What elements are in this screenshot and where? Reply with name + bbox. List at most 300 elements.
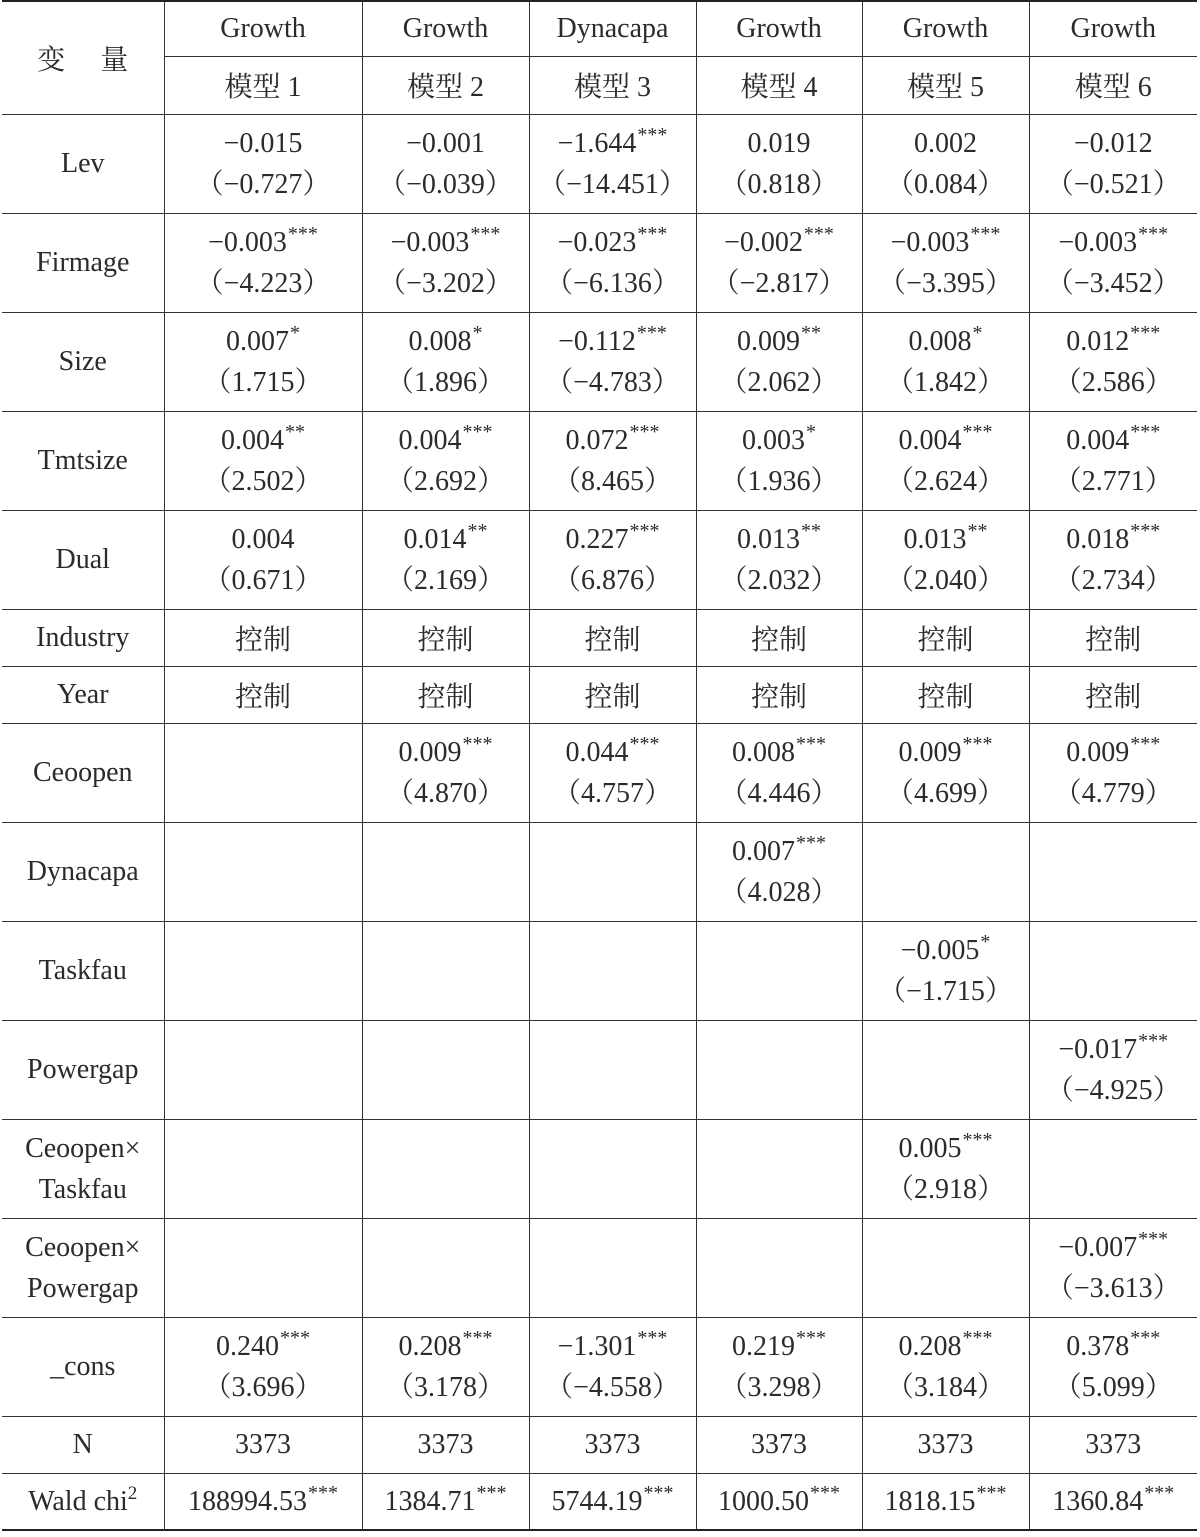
coefficient-line <box>697 519 862 560</box>
row-label: Year <box>56 679 109 710</box>
significance-stars: *** <box>287 222 318 245</box>
table-row <box>2 1473 1197 1530</box>
table-cell <box>529 1317 696 1416</box>
table-cell <box>862 312 1029 411</box>
t-statistic-line <box>1030 164 1198 205</box>
t-statistic: （4.870） <box>385 777 505 809</box>
row-label-cell <box>2 213 164 312</box>
coefficient: 0.009 <box>398 736 462 768</box>
table-cell <box>164 114 362 213</box>
coefficient-line <box>165 123 362 164</box>
t-statistic-line <box>697 872 862 913</box>
table-cell <box>529 1416 696 1473</box>
coefficient-line <box>363 222 529 263</box>
t-statistic-line <box>530 362 696 403</box>
coefficient-line <box>863 1128 1029 1169</box>
t-statistic: （0.818） <box>719 168 839 200</box>
row-label-superscript: 2 <box>127 1482 138 1504</box>
t-statistic: （4.446） <box>719 777 839 809</box>
coefficient: 0.004 <box>898 424 962 456</box>
coefficient-line <box>697 321 862 362</box>
coefficient-line <box>1030 1029 1198 1070</box>
significance-stars: *** <box>637 123 668 146</box>
table-cell <box>362 723 529 822</box>
coefficient-line <box>1030 321 1198 362</box>
table-cell <box>164 921 362 1020</box>
significance-stars: *** <box>810 1481 840 1504</box>
table-cell <box>164 213 362 312</box>
t-statistic-line <box>530 461 696 502</box>
t-statistic-line <box>697 263 862 304</box>
dependent-variable-header: Dynacapa <box>529 1 696 56</box>
table-cell <box>362 411 529 510</box>
coefficient: 0.013 <box>737 523 800 555</box>
coefficient: −0.017 <box>1058 1033 1138 1065</box>
table-cell <box>862 1473 1029 1530</box>
significance-stars: *** <box>308 1481 338 1504</box>
t-statistic: （2.586） <box>1053 366 1173 398</box>
regression-table <box>2 0 1197 1531</box>
table-cell <box>862 666 1029 723</box>
table-cell <box>164 822 362 921</box>
t-statistic: （−14.451） <box>538 168 687 200</box>
table-row <box>2 723 1197 822</box>
significance-stars: *** <box>1138 222 1169 245</box>
significance-stars: *** <box>1144 1481 1175 1504</box>
coefficient: −1.301 <box>557 1330 637 1362</box>
t-statistic: （1.896） <box>385 366 505 398</box>
t-statistic-line <box>363 773 529 814</box>
t-statistic-line <box>1030 560 1198 601</box>
table-cell <box>164 1473 362 1530</box>
table-cell <box>1029 1416 1197 1473</box>
t-statistic-line <box>697 773 862 814</box>
table-cell <box>529 1473 696 1530</box>
row-label: _cons <box>50 1351 116 1382</box>
table-cell <box>696 1218 862 1317</box>
table-cell <box>1029 921 1197 1020</box>
row-label: Powergap <box>27 1272 139 1304</box>
coefficient-line <box>863 1481 1029 1522</box>
significance-stars: *** <box>970 222 1001 245</box>
cell-value: 3373 <box>584 1428 641 1460</box>
table-cell <box>164 411 362 510</box>
coefficient: 1818.15 <box>884 1485 976 1517</box>
row-label: N <box>72 1429 93 1460</box>
model-header: 模型 3 <box>529 56 696 114</box>
t-statistic: （−3.202） <box>378 267 513 299</box>
table-cell <box>362 1119 529 1218</box>
significance-stars: ** <box>801 321 821 344</box>
t-statistic-line <box>363 263 529 304</box>
coefficient-line <box>863 930 1029 971</box>
table-row <box>2 510 1197 609</box>
t-statistic-line <box>165 1367 362 1408</box>
table-cell <box>1029 312 1197 411</box>
t-statistic: （1.715） <box>203 366 323 398</box>
t-statistic-line <box>530 164 696 205</box>
dependent-variable-header: Growth <box>862 1 1029 56</box>
table-cell <box>529 1218 696 1317</box>
coefficient-line <box>165 1326 362 1367</box>
coefficient: 0.009 <box>898 736 962 768</box>
t-statistic-line <box>530 263 696 304</box>
coefficient: 0.004 <box>221 424 284 456</box>
table-row <box>2 822 1197 921</box>
t-statistic-line <box>863 164 1029 205</box>
coefficient-line <box>363 123 529 164</box>
coefficient-line <box>165 420 362 461</box>
coefficient-line <box>1030 1227 1198 1268</box>
cell-value: 控制 <box>234 681 291 713</box>
row-label-cell <box>2 1473 164 1530</box>
table-row <box>2 1119 1197 1218</box>
table-cell <box>696 510 862 609</box>
t-statistic-line <box>697 461 862 502</box>
table-cell <box>696 411 862 510</box>
table-cell <box>1029 114 1197 213</box>
table-row <box>2 1020 1197 1119</box>
coefficient: 0.208 <box>398 1330 462 1362</box>
table-cell <box>164 609 362 666</box>
t-statistic: （−3.395） <box>878 267 1013 299</box>
table-cell <box>362 510 529 609</box>
coefficient: 1000.50 <box>718 1485 809 1517</box>
row-label-cell <box>2 822 164 921</box>
row-label: Size <box>58 346 107 377</box>
coefficient-line <box>1030 222 1198 263</box>
coefficient: 0.007 <box>732 835 795 867</box>
table-cell <box>1029 1473 1197 1530</box>
row-label: Ceoopen× <box>25 1231 141 1263</box>
table-cell <box>529 1020 696 1119</box>
coefficient-line <box>863 123 1029 164</box>
table-cell <box>362 921 529 1020</box>
dependent-variable-header: Growth <box>1029 1 1197 56</box>
table-row <box>2 1416 1197 1473</box>
cell-value: 3373 <box>751 1428 807 1460</box>
coefficient: 0.007 <box>226 325 289 357</box>
t-statistic-line <box>363 461 529 502</box>
table-cell <box>696 312 862 411</box>
t-statistic-line <box>863 263 1029 304</box>
cell-value: 控制 <box>234 624 291 656</box>
table-cell <box>164 1317 362 1416</box>
row-label-line <box>2 1481 164 1522</box>
dependent-variable-header: Growth <box>164 1 362 56</box>
coefficient-line <box>165 321 362 362</box>
table-cell <box>862 510 1029 609</box>
coefficient-line <box>863 420 1029 461</box>
coefficient-line <box>1030 420 1198 461</box>
significance-stars: * <box>290 321 300 344</box>
table-cell <box>1029 1119 1197 1218</box>
table-cell <box>1029 411 1197 510</box>
table-cell <box>362 1020 529 1119</box>
table-cell <box>696 822 862 921</box>
t-statistic-line <box>363 362 529 403</box>
t-statistic: （3.696） <box>203 1371 323 1403</box>
coefficient: 0.044 <box>565 736 629 768</box>
coefficient-line <box>863 321 1029 362</box>
table-cell <box>696 213 862 312</box>
row-label-cell <box>2 1317 164 1416</box>
cell-value: 控制 <box>750 624 807 656</box>
coefficient: 1360.84 <box>1052 1485 1144 1517</box>
coefficient-line <box>165 519 362 560</box>
table-cell <box>862 411 1029 510</box>
significance-stars: ** <box>467 519 488 542</box>
significance-stars: *** <box>1138 1029 1169 1052</box>
table-cell <box>862 723 1029 822</box>
table-cell <box>362 1317 529 1416</box>
coefficient-line <box>363 519 529 560</box>
table-cell <box>1029 1218 1197 1317</box>
coefficient-line <box>1030 732 1198 773</box>
table-cell <box>164 723 362 822</box>
table-cell <box>529 114 696 213</box>
significance-stars: *** <box>470 222 501 245</box>
t-statistic-line <box>863 461 1029 502</box>
t-statistic: （−4.925） <box>1045 1074 1181 1106</box>
row-label: Dynacapa <box>26 856 139 887</box>
coefficient-line <box>1030 519 1198 560</box>
table-cell <box>529 921 696 1020</box>
t-statistic: （4.779） <box>1053 777 1173 809</box>
significance-stars: *** <box>962 420 993 443</box>
table-cell <box>529 411 696 510</box>
coefficient-line <box>697 222 862 263</box>
t-statistic: （5.099） <box>1053 1371 1173 1403</box>
significance-stars: *** <box>796 1326 826 1349</box>
t-statistic: （2.771） <box>1053 465 1173 497</box>
coefficient: 0.009 <box>1066 736 1130 768</box>
row-label: Industry <box>36 622 130 653</box>
table-row <box>2 609 1197 666</box>
significance-stars: *** <box>629 420 660 443</box>
table-cell <box>362 822 529 921</box>
coefficient: −0.003 <box>390 226 470 258</box>
coefficient: 0.014 <box>403 523 467 555</box>
table-cell <box>696 1119 862 1218</box>
table-cell <box>164 510 362 609</box>
cell-value: 控制 <box>1085 624 1142 656</box>
significance-stars: *** <box>962 1128 993 1151</box>
t-statistic: （2.502） <box>203 465 323 497</box>
model-header: 模型 4 <box>696 56 862 114</box>
t-statistic-line <box>697 164 862 205</box>
t-statistic-line <box>530 560 696 601</box>
significance-stars: *** <box>803 222 834 245</box>
header-row-model <box>2 56 1197 114</box>
coefficient: 0.009 <box>737 325 800 357</box>
t-statistic-line <box>363 560 529 601</box>
significance-stars: ** <box>967 519 988 542</box>
table-cell <box>1029 510 1197 609</box>
table-cell <box>529 666 696 723</box>
t-statistic: （2.692） <box>385 465 505 497</box>
header-row-dependent <box>2 1 1197 56</box>
table-cell <box>529 723 696 822</box>
row-label: Ceoopen× <box>25 1132 141 1164</box>
row-label-cell <box>2 723 164 822</box>
coefficient-line <box>530 222 696 263</box>
t-statistic: （2.062） <box>719 366 839 398</box>
coefficient-line <box>530 420 696 461</box>
coefficient-line <box>530 732 696 773</box>
table-cell <box>862 213 1029 312</box>
table-cell <box>696 921 862 1020</box>
coefficient: 5744.19 <box>551 1485 643 1517</box>
row-label-cell <box>2 1218 164 1317</box>
cell-value: 控制 <box>584 624 641 656</box>
t-statistic: （4.757） <box>552 777 672 809</box>
coefficient: −0.012 <box>1073 127 1153 159</box>
coefficient-line <box>363 420 529 461</box>
table-cell <box>862 1218 1029 1317</box>
table-cell <box>862 609 1029 666</box>
table-cell <box>362 1473 529 1530</box>
coefficient: 0.004 <box>398 424 462 456</box>
coefficient-line <box>863 519 1029 560</box>
table-cell <box>1029 723 1197 822</box>
table-cell <box>862 1020 1029 1119</box>
cell-value: 控制 <box>917 624 974 656</box>
t-statistic-line <box>1030 461 1198 502</box>
t-statistic: （3.184） <box>885 1371 1005 1403</box>
coefficient: −0.003 <box>208 226 287 258</box>
cell-value: 控制 <box>584 681 641 713</box>
table-cell <box>362 1416 529 1473</box>
t-statistic-line <box>1030 773 1198 814</box>
coefficient-line <box>363 732 529 773</box>
coefficient-line <box>530 123 696 164</box>
table-cell <box>696 666 862 723</box>
row-label: Taskfau <box>38 955 127 986</box>
cell-value: 3373 <box>1085 1428 1142 1460</box>
table-row <box>2 114 1197 213</box>
significance-stars: *** <box>462 420 493 443</box>
t-statistic: （−3.613） <box>1045 1272 1181 1304</box>
table-cell <box>362 114 529 213</box>
table-cell <box>1029 213 1197 312</box>
table-cell <box>164 1119 362 1218</box>
significance-stars: *** <box>1130 1326 1161 1349</box>
t-statistic: （4.699） <box>885 777 1005 809</box>
model-header: 模型 5 <box>862 56 1029 114</box>
coefficient: 0.240 <box>216 1330 279 1362</box>
significance-stars: * <box>806 420 816 443</box>
significance-stars: * <box>980 930 991 953</box>
coefficient: 0.008 <box>908 325 972 357</box>
table-cell <box>529 1119 696 1218</box>
row-label: Taskfau <box>38 1173 127 1205</box>
table-body <box>2 114 1197 1530</box>
t-statistic: （4.028） <box>719 876 839 908</box>
significance-stars: *** <box>637 222 668 245</box>
cell-value: 控制 <box>417 624 474 656</box>
coefficient: −0.023 <box>557 226 637 258</box>
coefficient: 0.002 <box>914 127 977 159</box>
table-row <box>2 312 1197 411</box>
t-statistic: （2.734） <box>1053 564 1173 596</box>
table-cell <box>1029 666 1197 723</box>
variable-header: 变 量 <box>2 1 164 114</box>
coefficient-line <box>165 1481 362 1522</box>
significance-stars: *** <box>1138 1227 1169 1250</box>
table-cell <box>529 213 696 312</box>
table-cell <box>696 114 862 213</box>
coefficient: 0.008 <box>408 325 472 357</box>
row-label: Tmtsize <box>37 445 128 476</box>
row-label-cell <box>2 510 164 609</box>
cell-value: 3373 <box>235 1428 291 1460</box>
cell-value: 控制 <box>1085 681 1142 713</box>
table-cell <box>529 312 696 411</box>
table-cell <box>529 609 696 666</box>
t-statistic-line <box>697 1367 862 1408</box>
row-label: Powergap <box>27 1054 139 1085</box>
coefficient-line <box>363 1481 529 1522</box>
coefficient-line <box>363 321 529 362</box>
coefficient: 0.378 <box>1066 1330 1130 1362</box>
t-statistic-line <box>863 1169 1029 1210</box>
t-statistic: （−4.783） <box>545 366 680 398</box>
table-cell <box>1029 1020 1197 1119</box>
dependent-variable-header: Growth <box>696 1 862 56</box>
model-header: 模型 6 <box>1029 56 1197 114</box>
coefficient: 0.219 <box>732 1330 795 1362</box>
table-cell <box>862 1119 1029 1218</box>
t-statistic: （−1.715） <box>878 975 1013 1007</box>
coefficient: 0.004 <box>1066 424 1130 456</box>
significance-stars: *** <box>1130 519 1161 542</box>
significance-stars: *** <box>1130 420 1161 443</box>
row-label-cell <box>2 312 164 411</box>
significance-stars: *** <box>643 1481 674 1504</box>
table-row <box>2 921 1197 1020</box>
t-statistic-line <box>863 560 1029 601</box>
t-statistic-line <box>1030 362 1198 403</box>
coefficient-line <box>697 1326 862 1367</box>
t-statistic: （−4.223） <box>195 267 331 299</box>
coefficient: 0.008 <box>732 736 795 768</box>
coefficient: 0.004 <box>231 523 295 555</box>
coefficient: −0.007 <box>1058 1231 1138 1263</box>
model-header: 模型 2 <box>362 56 529 114</box>
coefficient: −1.644 <box>557 127 637 159</box>
t-statistic: （3.298） <box>719 1371 839 1403</box>
row-label-cell <box>2 921 164 1020</box>
table-cell <box>862 921 1029 1020</box>
table-cell <box>362 213 529 312</box>
t-statistic-line <box>530 1367 696 1408</box>
significance-stars: *** <box>629 732 660 755</box>
t-statistic-line <box>165 461 362 502</box>
table-cell <box>696 1416 862 1473</box>
significance-stars: * <box>972 321 983 344</box>
significance-stars: * <box>472 321 483 344</box>
table-cell <box>1029 822 1197 921</box>
significance-stars: *** <box>962 1326 993 1349</box>
table-cell <box>362 609 529 666</box>
t-statistic: （−3.452） <box>1045 267 1181 299</box>
coefficient-line <box>363 1326 529 1367</box>
t-statistic-line <box>165 263 362 304</box>
table-header <box>2 1 1197 114</box>
t-statistic-line <box>1030 1367 1198 1408</box>
coefficient: −0.112 <box>558 325 636 357</box>
